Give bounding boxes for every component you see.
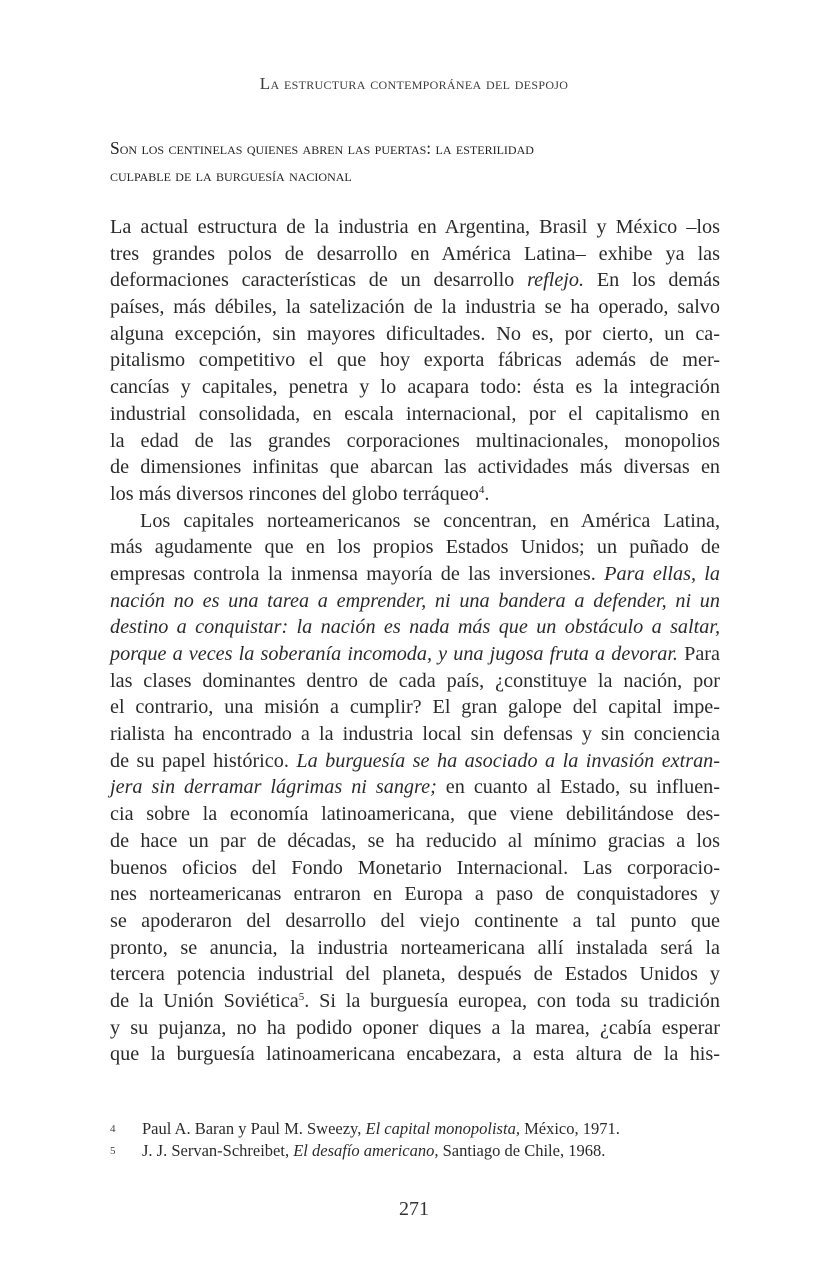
text-line: buenos oficios del Fondo Monetario Internacional. Las corporacio- — [110, 856, 720, 879]
footnote-number: 5 — [110, 1145, 116, 1157]
text-line — [110, 588, 720, 615]
italic-text: Para ellas, la — [604, 562, 720, 585]
text-line: jera sin derramar lágrimas ni sangre; en cuanto al Estado, su influen- — [110, 776, 720, 799]
text-line: los más diversos rincones del globo terráqueo$^4$. — [110, 482, 490, 505]
italic-text: reflejo. — [527, 269, 585, 292]
text-line: de su papel histórico. La burguesía se ha asociado a la invasión extran- — [110, 749, 720, 772]
text-line: se apoderaron del desarrollo del viejo continente a tal punto que — [110, 909, 720, 932]
text-line: de la Unión Soviética$^5$. Si la burguesía europea, con toda su tradición — [110, 989, 720, 1012]
italic-text: jera sin derramar lágrimas ni sangre; — [110, 776, 437, 799]
text-line: el contrario, una misión a cumplir? El gran galope del capital impe- — [110, 696, 720, 719]
text-line: alguna excepción, sin mayores dificultades. No es, por cierto, un ca- — [110, 322, 720, 345]
text-line: empresas controla la inmensa mayoría de las inversiones. Para ellas, la — [110, 562, 720, 585]
footnote-number: 4 — [110, 1123, 116, 1135]
footnote-text: J. J. Servan-Schreibet, El desafío americano, Santiago de Chile, 1968. — [142, 1141, 606, 1160]
text-line: países, más débiles, la satelización de la industria se ha operado, salvo — [110, 296, 720, 319]
running-head: La estructura contemporánea del despojo — [259, 74, 569, 93]
italic-text: El desafío americano, — [293, 1141, 439, 1160]
italic-text: destino a conquistar: la nación es nada más que un obstáculo a saltar, — [110, 616, 720, 639]
text-line: industrial consolidada, en escala internacional, por el capitalismo en — [110, 402, 720, 425]
footnote-ref: 5 — [298, 990, 305, 1003]
body-text — [110, 214, 720, 1068]
italic-text: La burguesía se ha asociado a la invasión extran- — [296, 749, 720, 772]
text-line: Los capitales norteamericanos se concentran, en América Latina, — [140, 509, 720, 532]
text-line: la edad de las grandes corporaciones multinacionales, monopolios — [110, 429, 720, 452]
text-line: tercera potencia industrial del planeta, después de Estados Unidos y — [110, 963, 720, 986]
footnotes — [110, 1118, 720, 1162]
text-line: tres grandes polos de desarrollo en América Latina– exhibe ya las — [110, 242, 720, 265]
italic-text: El capital monopolista, — [365, 1119, 520, 1138]
text-line — [110, 614, 720, 641]
section-title-line-1: Son los centinelas quienes abren las puertas: la esterilidad — [110, 138, 534, 158]
italic-text: porque a veces la soberanía incomoda, y una jugosa fruta a devorar. — [110, 643, 678, 665]
text-line: pitalismo competitivo el que hoy exporta fábricas además de mer- — [110, 349, 720, 372]
text-line: cancías y capitales, penetra y lo acapara todo: ésta es la integración — [110, 376, 720, 399]
italic-text: nación no es una tarea a emprender, ni una bandera a defender, ni un — [110, 589, 720, 612]
text-line: deformaciones características de un desarrollo reflejo. En los demás — [110, 269, 720, 292]
footnote — [110, 1118, 720, 1140]
section-title — [110, 135, 720, 189]
footnote — [110, 1140, 720, 1162]
text-line: de dimensiones infinitas que abarcan las actividades más diversas en — [110, 456, 720, 479]
footnote-ref: 4 — [478, 483, 485, 496]
text-line: más agudamente que en los propios Estados Unidos; un puñado de — [110, 536, 720, 559]
footnote-text: Paul A. Baran y Paul M. Sweezy, El capital monopolista, México, 1971. — [142, 1119, 620, 1138]
text-line: y su pujanza, no ha podido oponer diques a la marea, ¿cabía esperar — [110, 1016, 720, 1039]
text-line: cia sobre la economía latinoamericana, que viene debilitándose des- — [110, 803, 720, 826]
section-title-line-2: culpable de la burguesía nacional — [110, 165, 352, 185]
text-line: que la burguesía latinoamericana encabezara, a esta altura de la his- — [110, 1043, 720, 1066]
text-line: las clases dominantes dentro de cada país, ¿constituye la nación, por — [110, 669, 720, 692]
text-line: pronto, se anuncia, la industria norteamericana allí instalada será la — [110, 936, 720, 959]
text-line: La actual estructura de la industria en Argentina, Brasil y México –los — [110, 216, 720, 238]
text-line: de hace un par de décadas, se ha reducido al mínimo gracias a los — [110, 829, 720, 852]
text-line: rialista ha encontrado a la industria local sin defensas y sin conciencia — [110, 723, 720, 746]
text-line: porque a veces la soberanía incomoda, y una jugosa fruta a devorar. Para — [110, 643, 720, 665]
text-line: nes norteamericanas entraron en Europa a paso de conquistadores y — [110, 883, 720, 906]
page-number: 271 — [399, 1198, 429, 1220]
